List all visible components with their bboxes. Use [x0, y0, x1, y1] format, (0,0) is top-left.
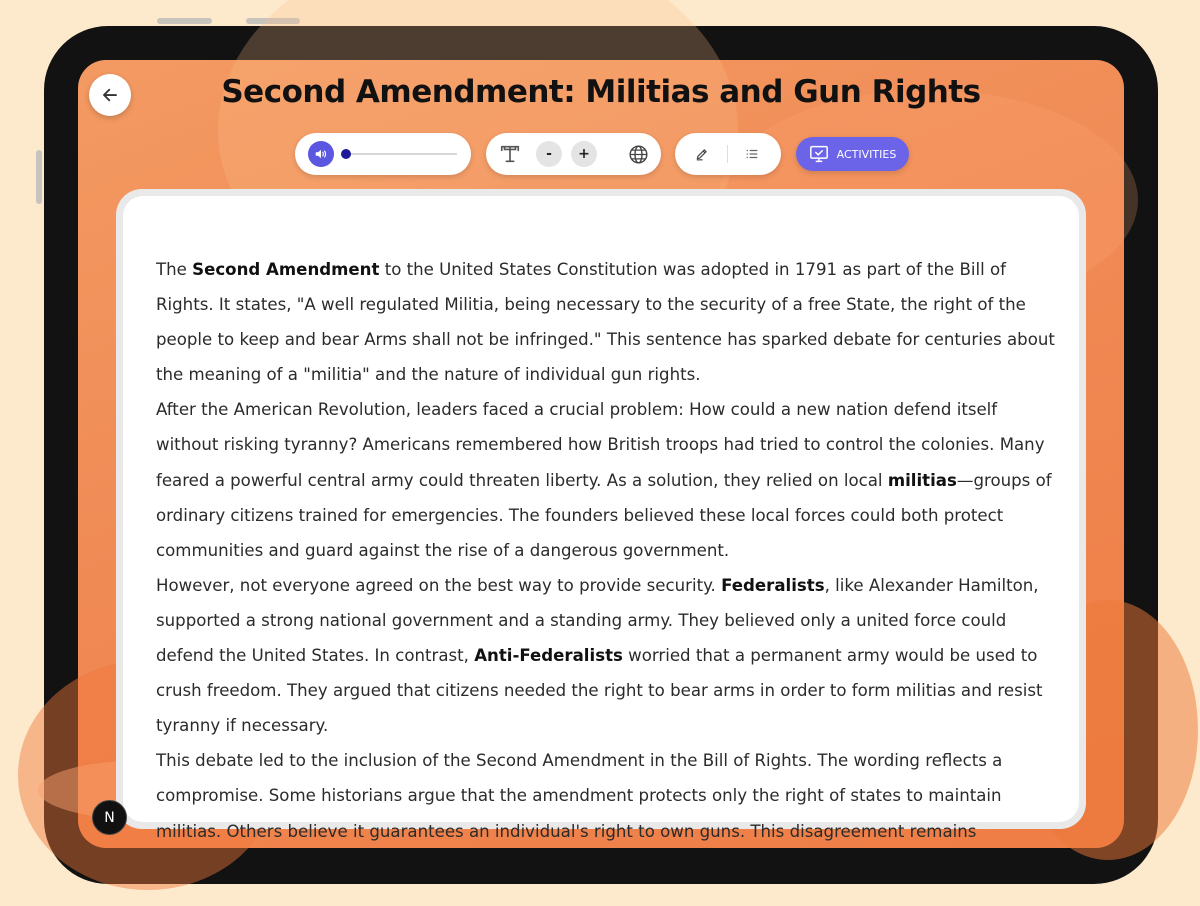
key-term: Second Amendment	[192, 260, 380, 279]
decrease-text-size-button[interactable]: -	[536, 141, 562, 167]
article-paragraph	[156, 743, 1056, 848]
article-text	[156, 252, 1056, 849]
speaker-icon	[314, 147, 328, 161]
device-volume-button	[157, 18, 212, 24]
increase-text-size-button[interactable]: +	[571, 141, 597, 167]
audio-progress-knob[interactable]	[341, 149, 351, 159]
text-controls	[486, 133, 661, 175]
annotation-tools	[675, 133, 781, 175]
globe-icon[interactable]	[626, 142, 650, 166]
key-term: militias	[887, 470, 957, 490]
audio-player	[295, 133, 471, 175]
page-title: Second Amendment: Militias and Gun Rights	[221, 74, 981, 110]
activities-button[interactable]	[796, 137, 909, 171]
article-paragraph	[156, 252, 1056, 392]
pen-icon[interactable]	[693, 145, 711, 163]
reader-frame	[116, 189, 1086, 841]
text-run: to the United States Constitution was adopted in 1791 as part of the Bill of Rights. It states, "A well regulated Militia, being necessary to the security of a free State, the right of the people to keep and bear Arms shall not be infringed." This sentence has sparked debate for centuries about the meaning of a "militia" and the nature of individual gun rights.	[156, 260, 1055, 385]
device-side-button	[36, 150, 42, 204]
article-paragraph	[156, 392, 1056, 567]
text-run: However, not everyone agreed on the best way to provide security.	[156, 575, 722, 595]
article-paragraph	[156, 568, 1056, 743]
activities-label: ACTIVITIES	[836, 147, 897, 161]
audio-play-button[interactable]	[308, 141, 334, 167]
app-screen	[78, 60, 1124, 848]
font-style-icon[interactable]	[498, 142, 522, 166]
text-run: The	[156, 260, 193, 279]
text-run: worried that a permanent army would be used to crush freedom. They argued that citizens needed the right to bear arms in order to form militias and resist tyranny if necessary.	[156, 646, 1043, 736]
text-run: After the American Revolution, leaders faced a crucial problem: How could a new nation defend itself without risking tyranny? Americans remembered how British troops had tried to control the colonies. Many feared a powerful central army could threaten liberty. As a solution, they relied on local	[156, 400, 1045, 490]
text-run: This debate led to the inclusion of the Second Amendment in the Bill of Rights. The wording reflects a compromise. Some historians argue that the amendment protects only the right of states to maintain militias. Others believe it guarantees an individual's right to own guns. This disagreement remains	[156, 751, 1003, 841]
list-icon[interactable]	[743, 145, 761, 163]
arrow-left-icon	[101, 86, 119, 104]
key-term: Federalists	[721, 575, 825, 595]
monitor-icon	[809, 145, 829, 163]
reader-card[interactable]	[123, 196, 1079, 841]
toolbar-divider	[727, 145, 728, 163]
text-run: —groups of ordinary citizens trained for emergencies. The founders believed these local forces could both protect communities and guard against the rise of a dangerous government.	[156, 470, 1052, 560]
back-button[interactable]	[89, 74, 131, 116]
key-term: Anti-Federalists	[474, 646, 623, 666]
app-badge[interactable]: N	[92, 800, 127, 835]
text-run: , like Alexander Hamilton, supported a strong national government and a standing army. They believed only a united force could defend the United States. In contrast,	[156, 575, 1039, 666]
audio-progress-track[interactable]	[345, 153, 457, 155]
